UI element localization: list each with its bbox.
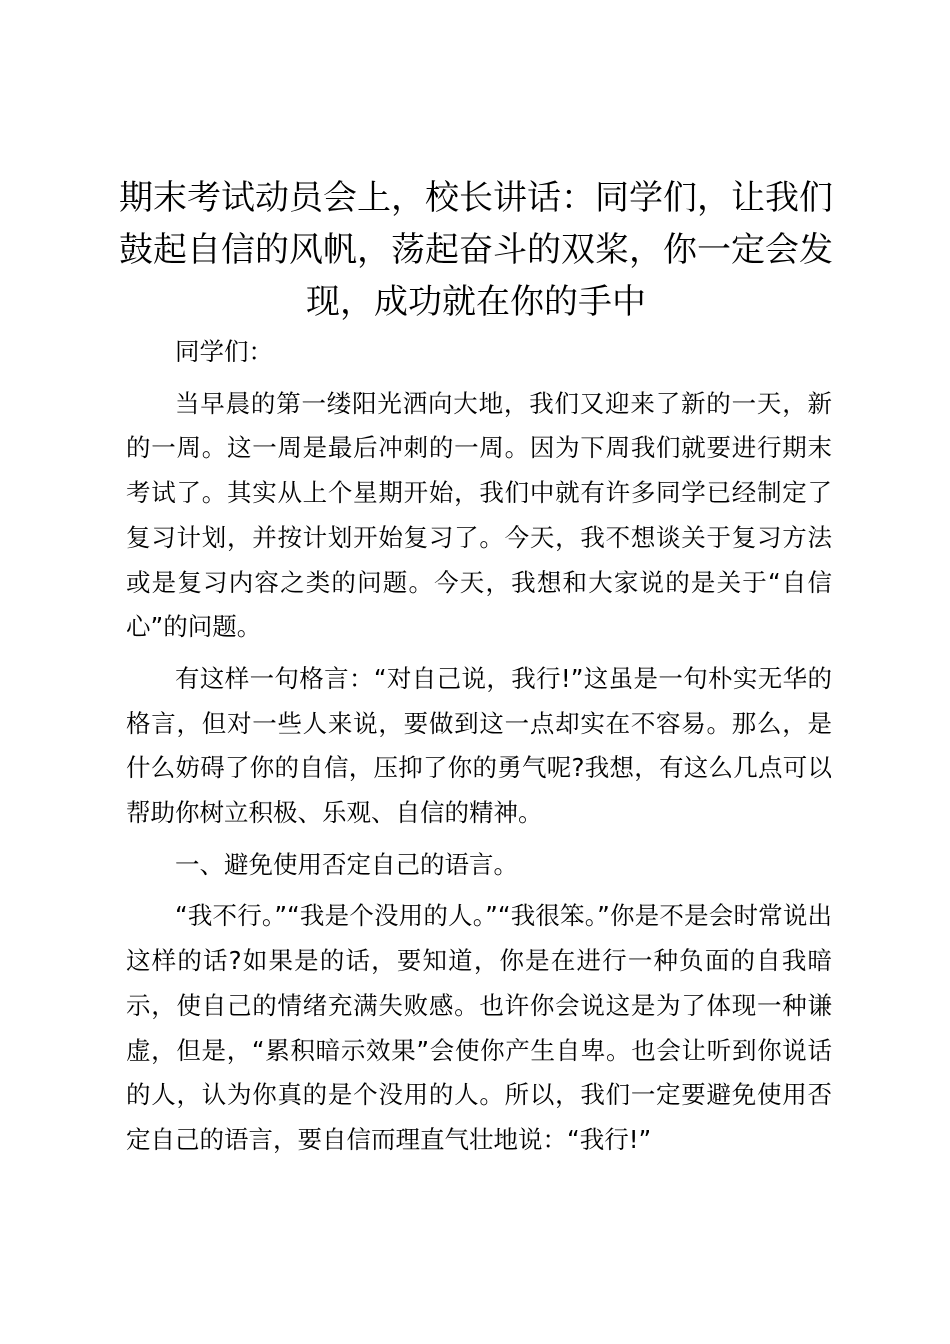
document-body — [126, 330, 832, 1163]
document-title: 期末考试动员会上，校长讲话：同学们，让我们鼓起自信的风帆，荡起奋斗的双桨，你一定会发现，成功就在你的手中 — [119, 178, 833, 322]
paragraph-section-1: “我不行。”“我是个没用的人。”“我很笨。”你是不是会时常说出这样的话?如果是的话，要知道，你是在进行一种负面的自我暗示，使自己的情绪充满失败感。也许你会说这是为了体现一种谦虚，但是，“累积暗示效果”会使你产生自卑。也会让听到你说话的人，认为你真的是个没用的人。所以，我们一定要避免使用否定自己的语言，要自信而理直气壮地说：“我行!” — [126, 901, 832, 1154]
paragraph-intro: 当早晨的第一缕阳光洒向大地，我们又迎来了新的一天，新的一周。这一周是最后冲刺的一周。因为下周我们就要进行期末考试了。其实从上个星期开始，我们中就有许多同学已经制定了复习计划，并按计划开始复习了。今天，我不想谈关于复习方法或是复习内容之类的问题。今天，我想和大家说的是关于“自信心”的问题。 — [126, 388, 832, 642]
salutation: 同学们： — [175, 337, 273, 366]
paragraph-motto: 有这样一句格言：“对自己说，我行!”这虽是一句朴实无华的格言，但对一些人来说，要做到这一点却实在不容易。那么，是什么妨碍了你的自信，压抑了你的勇气呢?我想，有这么几点可以帮助你树立积极、乐观、自信的精神。 — [126, 663, 832, 828]
section-heading-1: 一、避免使用否定自己的语言。 — [175, 849, 518, 879]
